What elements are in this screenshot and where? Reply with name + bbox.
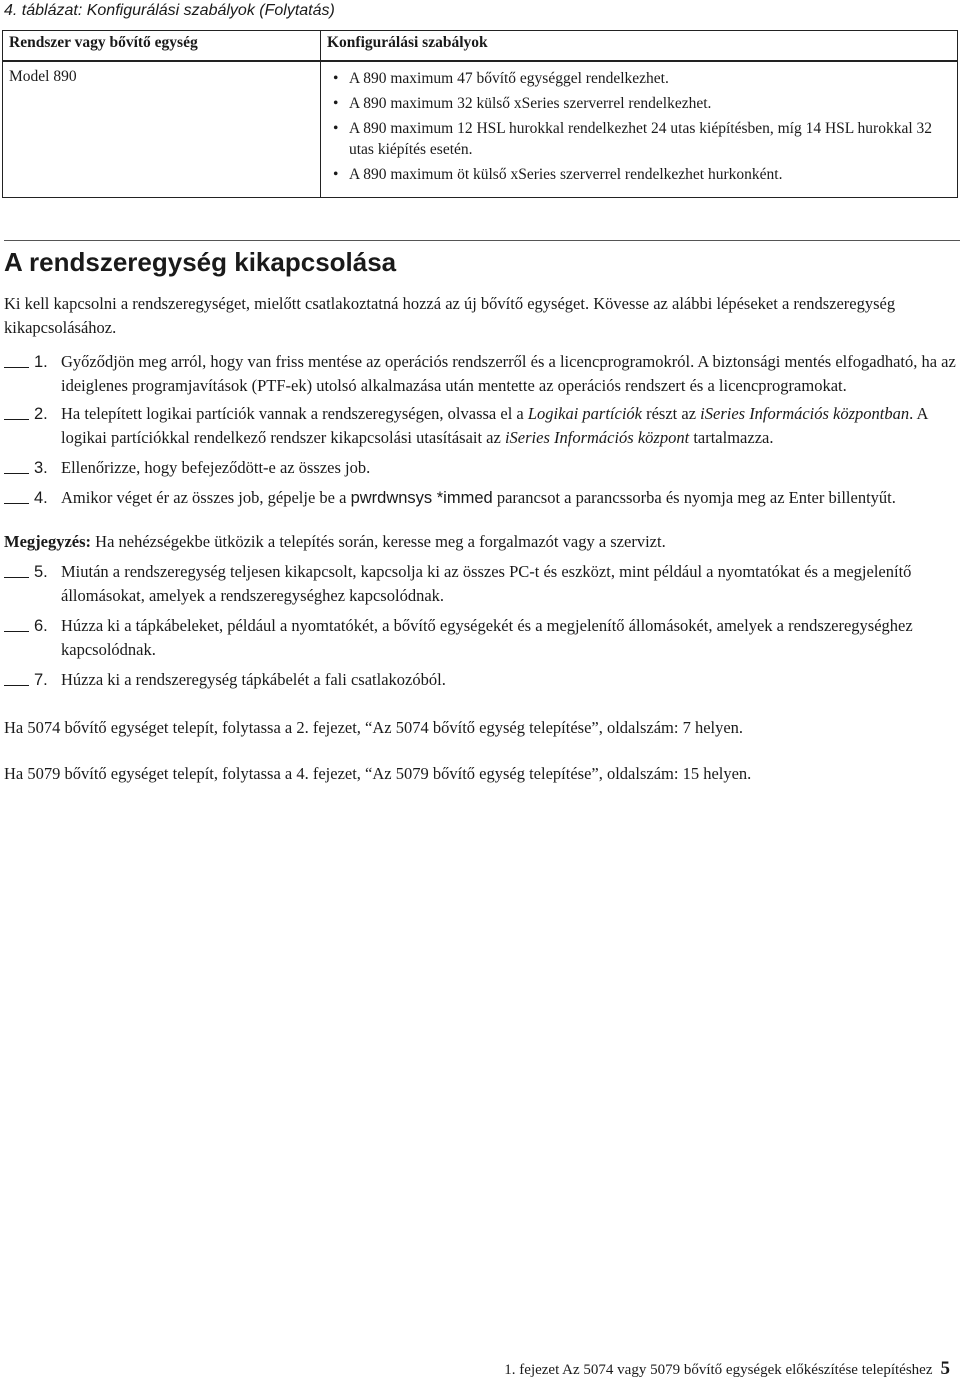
reference-information-center: iSeries Információs központban bbox=[700, 404, 910, 423]
step-number: 4. bbox=[34, 489, 48, 507]
step-number: 3. bbox=[34, 459, 48, 477]
note-label: Megjegyzés: bbox=[4, 532, 92, 551]
outro-paragraph-5074: Ha 5074 bővítő egységet telepít, folytassa a 2. fejezet, “Az 5074 bővítő egység telepítése”, oldalszám: 7 helyen. bbox=[4, 718, 744, 737]
checkbox-blank bbox=[4, 577, 29, 578]
table-row bbox=[3, 61, 958, 198]
step-4 bbox=[4, 486, 956, 510]
step-7 bbox=[4, 668, 956, 692]
page-number: 5 bbox=[940, 1358, 950, 1379]
bullet-icon: • bbox=[333, 120, 339, 137]
list-item bbox=[333, 68, 951, 89]
step-text: . A logikai partíciókkal rendelkező rendszer kikapcsolási utasításait az bbox=[61, 404, 928, 447]
column-header-rules: Konfigurálási szabályok bbox=[321, 31, 958, 62]
step-text: Ha telepített logikai partíciók vannak a rendszeregységen, olvassa el a bbox=[61, 404, 528, 423]
table-header-row bbox=[3, 31, 958, 62]
list-item bbox=[333, 164, 951, 185]
bullet-icon: • bbox=[333, 70, 339, 87]
outro-paragraph-5079: Ha 5079 bővítő egységet telepít, folytassa a 4. fejezet, “Az 5079 bővítő egység telepítése”, oldalszám: 15 helyen. bbox=[4, 764, 752, 783]
table-cell-unit: Model 890 bbox=[3, 61, 321, 198]
configuration-rules-table bbox=[2, 30, 958, 198]
rule-text: A 890 maximum 32 külső xSeries szerverrel rendelkezhet. bbox=[349, 95, 712, 112]
note bbox=[4, 530, 956, 554]
step-number: 5. bbox=[34, 563, 48, 581]
step-text: Amikor véget ér az összes job, gépelje be a bbox=[61, 488, 351, 507]
step-text: Miután a rendszeregység teljesen kikapcsolt, kapcsolja ki az összes PC-t és eszközt, mint például a nyomtatókat és a megjelenítő állomásokat, amelyek a rendszeregységhez kapcsolódnak. bbox=[61, 562, 912, 605]
note-text: Ha nehézségekbe ütközik a telepítés során, keresse meg a forgalmazót vagy a szervizt. bbox=[95, 532, 666, 551]
rule-text: A 890 maximum öt külső xSeries szerverrel rendelkezhet hurkonként. bbox=[349, 166, 783, 183]
reference-information-center: iSeries Információs központ bbox=[504, 428, 690, 447]
step-text: parancsot a parancssorba és nyomja meg az Enter billentyűt. bbox=[492, 488, 896, 507]
section-divider bbox=[4, 240, 960, 241]
checkbox-blank bbox=[4, 367, 29, 368]
table-cell-rules bbox=[321, 61, 958, 198]
checkbox-blank bbox=[4, 685, 29, 686]
list-item bbox=[333, 118, 951, 160]
step-2 bbox=[4, 402, 956, 450]
step-number: 7. bbox=[34, 671, 48, 689]
intro-paragraph: Ki kell kapcsolni a rendszeregységet, mielőtt csatlakoztatná hozzá az új bővítő egységet. Kövesse az alábbi lépéseket a rendszeregység kikapcsolásához. bbox=[4, 294, 896, 337]
bullet-icon: • bbox=[333, 166, 339, 183]
rule-text: A 890 maximum 12 HSL hurokkal rendelkezhet 24 utas kiépítésben, míg 14 HSL hurokkal 32 utas kiépítés esetén. bbox=[349, 120, 933, 158]
step-1 bbox=[4, 350, 956, 398]
checkbox-blank bbox=[4, 503, 29, 504]
step-text: részt az bbox=[641, 404, 701, 423]
step-5 bbox=[4, 560, 956, 608]
step-number: 2. bbox=[34, 405, 48, 423]
step-3 bbox=[4, 456, 956, 480]
page-footer bbox=[504, 1358, 950, 1380]
table-caption: 4. táblázat: Konfigurálási szabályok (Folytatás) bbox=[4, 2, 335, 19]
checkbox-blank bbox=[4, 473, 29, 474]
step-text: Húzza ki a tápkábeleket, például a nyomtatókét, a bővítő egységekét és a megjelenítő állomásokét, amelyek a rendszeregységhez kapcsolódnak. bbox=[61, 616, 913, 659]
checkbox-blank bbox=[4, 419, 29, 420]
section-title: A rendszeregység kikapcsolása bbox=[4, 247, 397, 277]
step-text: Ellenőrizze, hogy befejeződött-e az összes job. bbox=[61, 458, 371, 477]
link-logical-partitions: Logikai partíciók bbox=[527, 404, 642, 423]
rules-list bbox=[327, 68, 951, 185]
step-text: Győződjön meg arról, hogy van friss mentése az operációs rendszerről és a licencprogramokról. A biztonsági mentés elfogadható, ha az ideiglenes programjavítások (PTF-ek) utolsó alkalmazása után mentette az operációs rendszert és a licencprogramokat. bbox=[61, 352, 956, 395]
step-text: Húzza ki a rendszeregység tápkábelét a fali csatlakozóból. bbox=[61, 670, 446, 689]
section-content bbox=[4, 292, 956, 786]
footer-text: 1. fejezet Az 5074 vagy 5079 bővítő egységek előkészítése telepítéshez bbox=[504, 1362, 933, 1378]
column-header-unit: Rendszer vagy bővítő egység bbox=[3, 31, 321, 62]
bullet-icon: • bbox=[333, 95, 339, 112]
command-text: pwrdwnsys *immed bbox=[350, 489, 493, 507]
list-item bbox=[333, 93, 951, 114]
step-6 bbox=[4, 614, 956, 662]
step-number: 6. bbox=[34, 617, 48, 635]
step-text: tartalmazza. bbox=[689, 428, 774, 447]
step-number: 1. bbox=[34, 353, 48, 371]
checkbox-blank bbox=[4, 631, 29, 632]
rule-text: A 890 maximum 47 bővítő egységgel rendelkezhet. bbox=[349, 70, 669, 87]
